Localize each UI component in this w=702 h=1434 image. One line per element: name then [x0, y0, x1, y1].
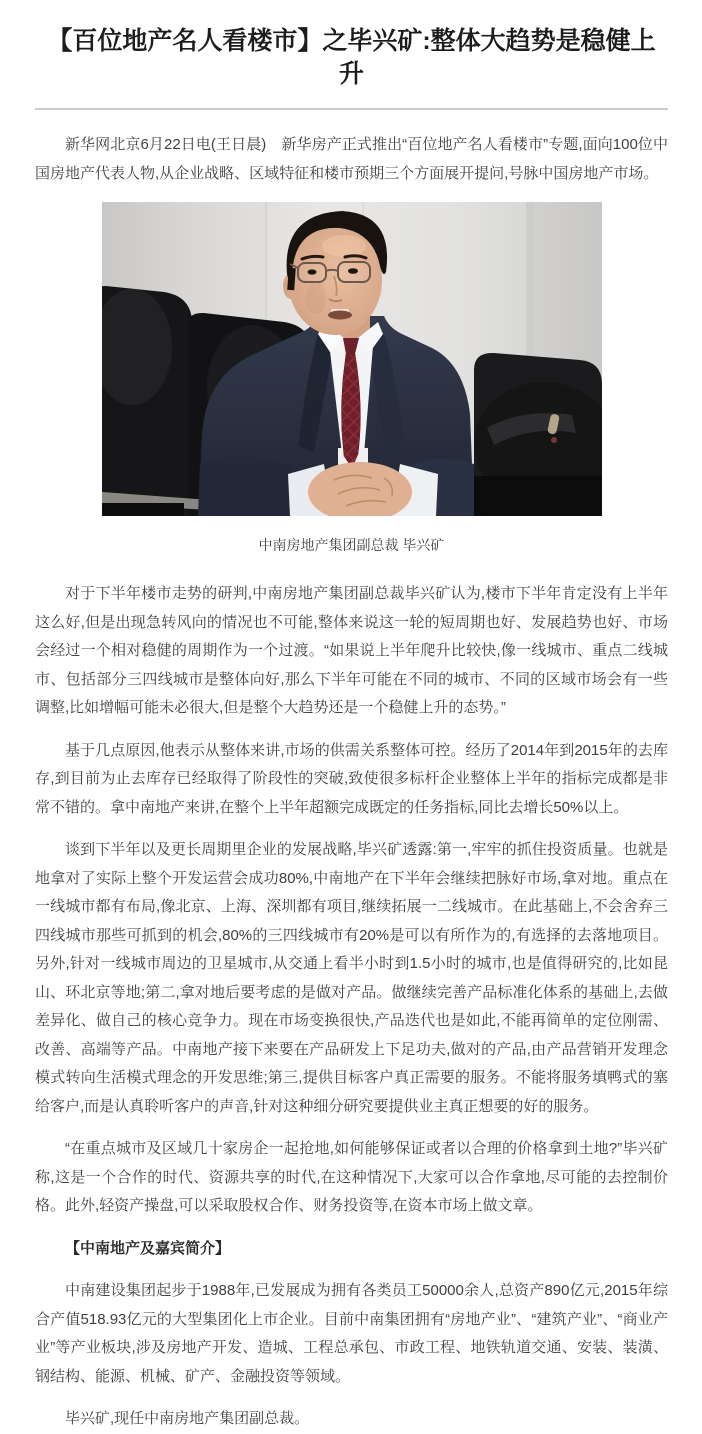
page-title: 【百位地产名人看楼市】之毕兴矿:整体大趋势是稳健上升 — [47, 27, 656, 88]
photo-caption: 中南房地产集团副总裁 毕兴矿 — [258, 537, 445, 553]
body-paragraph: “在重点城市及区域几十家房企一起抢地,如何能够保证或者以合理的价格拿到土地?”毕兴矿称,这是一个合作的时代、资源共享的时代,在这种情况下,大家可以合作拿地,尽可能的去控制价格。此外,轻资产操盘,可以采取股权合作、财务投资等,在资本市场上做文章。 — [35, 1140, 668, 1214]
portrait-photo — [102, 202, 602, 516]
body-paragraph: 谈到下半年以及更长周期里企业的发展战略,毕兴矿透露:第一,牢牢的抓住投资质量。也就是地拿对了实际上整个开发运营会成功80%,中南地产在下半年会继续把脉好市场,拿对地。重点在一线城市都有布局,像北京、上海、深圳都有项目,继续拓展一二线城市。在此基础上,不会舍弃三四线城市那些可抓到的机会,80%的三四线城市有20%是可以有所作为的,有选择的去落地项目。另外,针对一线城市周边的卫星城市,从交通上看半小时到1.5小时的城市,也是值得研究的,比如昆山、环北京等地;第二,拿对地后要考虑的是做对产品。做继续完善产品标准化体系的基础上,去做差异化、做自己的核心竞争力。现在市场变换很快,产品迭代也是如此,不能再简单的定位刚需、改善、高端等产品。中南地产接下来要在产品研发上下足功夫,做对的产品,由产品营销开发理念模式转向生活模式理念的开发思维;第三,提供目标客户真正需要的服务。不能将服务填鸭式的塞给客户,而是认真聆听客户的声音,针对这种细分研究要提供业主真正想要的好的服务。 — [35, 841, 668, 1115]
portrait-illustration — [102, 202, 602, 516]
photo-figure — [35, 202, 668, 555]
body-paragraph: 对于下半年楼市走势的研判,中南房地产集团副总裁毕兴矿认为,楼市下半年肯定没有上半年这么好,但是出现急转风向的情况也不可能,整体来说这一轮的短周期也好、发展趋势也好、市场会经过一个相对稳健的周期作为一个过渡。“如果说上半年爬升比较快,像一线城市、重点二线城市、包括部分三四线城市是整体向好,那么下半年可能在不同的城市、不同的区域市场会有一些调整,比如增幅可能未必很大,但是整个大趋势还是一个稳健上升的态势。” — [35, 585, 668, 716]
section-heading: 【中南地产及嘉宾简介】 — [65, 1239, 231, 1257]
body-paragraph: 基于几点原因,他表示从整体来讲,市场的供需关系整体可控。经历了2014年到2015年的去库存,到目前为止去库存已经取得了阶段性的突破,致使很多标杆企业整体上半年的指标完成都是非常不错的。拿中南地产来讲,在整个上半年超额完成既定的任务指标,同比去增长50%以上。 — [35, 741, 668, 816]
title-divider — [35, 108, 668, 110]
profile-paragraph: 中南建设集团起步于1988年,已发展成为拥有各类员工50000余人,总资产890亿元,2015年综合产值518.93亿元的大型集团化上市企业。目前中南集团拥有“房地产业”、“建筑产业”、“商业产业”等产业板块,涉及房地产开发、造城、工程总承包、市政工程、地铁轨道交通、安装、装潢、钢结构、能源、机械、矿产、金融投资等领域。 — [35, 1282, 668, 1385]
intro-paragraph: 新华网北京6月22日电(王日晨) 新华房产正式推出“百位地产名人看楼市”专题,面向100位中国房地产代表人物,从企业战略、区域特征和楼市预期三个方面展开提问,号脉中国房地产市场。 — [35, 136, 668, 182]
profile-paragraph: 毕兴矿,现任中南房地产集团副总裁。 — [65, 1410, 310, 1427]
